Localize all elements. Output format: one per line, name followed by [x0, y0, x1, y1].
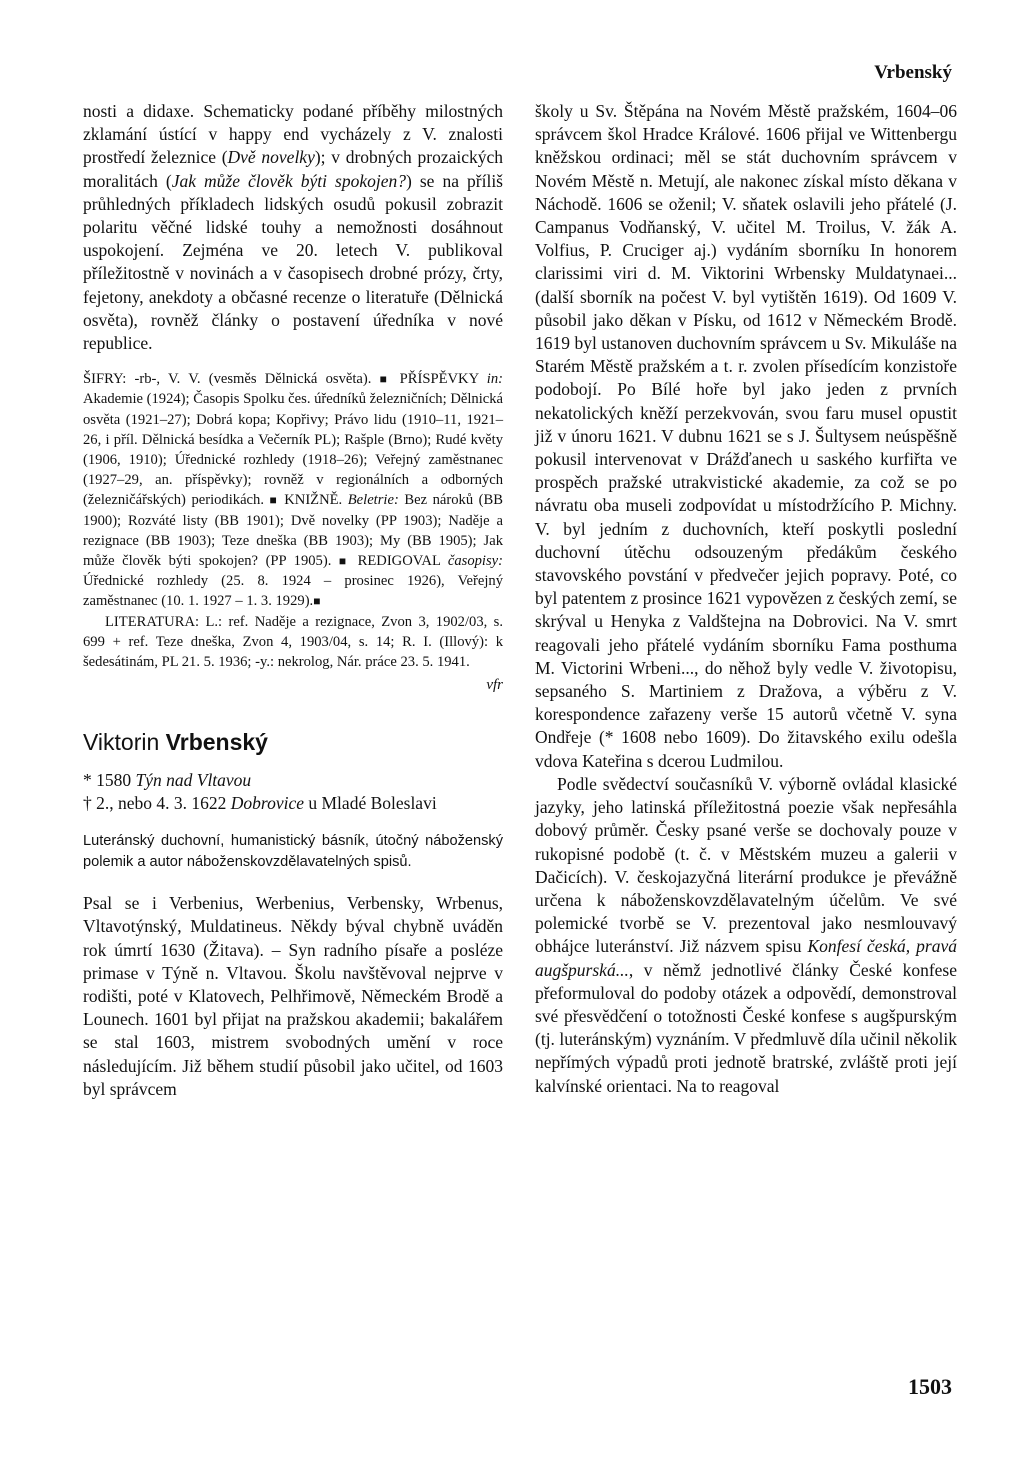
left-column [83, 100, 503, 1101]
bibliography: ŠIFRY: -rb-, V. V. (vesměs Dělnická osvěta). ■ PŘÍSPĚVKY in: Akademie (1924); Časopis Spolku čes. úředníků železničních; Dělnická osvěta (1921–27); Dobrá kopa; Kopřivy; Právo lidu (1910–11, 1921–26, i příl. Dělnická besídka a Večerník PL); Rašple (Brno); Rudé květy (1906, 1910); Úřednické rozhledy (1918–26); Veřejný zaměstnanec (1927–29, an. příspěvky); rovněž v regionálních a odborných (železničářských) periodikách. ■ KNIŽNĚ. Beletrie: Bez nároků (BB 1900); Rozváté listy (BB 1901); Dvě novelky (PP 1903); Naděje a rezignace (BB 1903); Teze dneška (BB 1903); My (BB 1905); Jak může člověk býti spokojen? (PP 1905). ■ REDIGOVAL časopisy: Úřednické rozhledy (25. 8. 1924 – prosinec 1926), Veřejný zaměstnanec (10. 1. 1927 – 1. 3. 1929).■ [83, 371, 504, 610]
right-column [535, 100, 957, 1098]
section-marker: ■ [379, 372, 392, 387]
entry-abstract: Luteránský duchovní, humanistický básník, útočný náboženský polemik a autor náboženskovzdělavatelných spisů. [83, 833, 503, 870]
section-marker: ■ [313, 594, 321, 609]
running-head: Vrbenský [874, 62, 952, 83]
entry-title: Viktorin Vrbenský [83, 729, 268, 756]
entry-main-text-continued: školy u Sv. Štěpána na Novém Městě pražském, 1604–06 správcem škol Hradce Králové. 1606 přijal ve Wittenbergu kněžskou ordinaci; měl se stát duchovním správcem v Novém Městě n. Metují, ale nakonec získal místo děkana v Náchodě. 1606 se oženil; V. sňatek oslavili jeho přátelé (J. Campanus Vodňanský, V. učitel M. Troilus, V. žák A. Volfius, P. Cruciger aj.) vydáním sborníku In honorem clarissimi viri d. M. Viktorini Wrbensky Muldatynaei... (další sborník na počest V. byl vytištěn 1619). Od 1609 V. působil jako děkan v Písku, od 1612 v Německém Brodě. 1619 byl ustanoven duchovním správcem u Sv. Mikuláše na Starém Městě pražském a t. r. zvolen přísedícím konzistoře podobojí. Po Bílé hoře byl jako jeden z prvních nekatolických kněží perzekvován, svou faru musel opustit již v únoru 1621. V dubnu 1621 se s J. Šultysem neúspěšně pokusil intervenovat v Drážďanech u saského kurfiřta ve prospěch pražské utrakvistické akademie, za což se po návratu oba museli zodpovídat u místodržícího P. Michny. V. byl jedním z duchovních, kteří poskytli poslední duchovní útěchu odsouzeným předákům českého stavovského povstání v předvečer jejich popravy. Poté, co byl patentem z prosince 1621 vypovězen z českých zemí, se skrýval u Henyka z Valdštejna na Dobrovici. Na V. smrt reagovali jeho přátelé vydáním sborníku Fama posthuma M. Victorini Wrbeni..., do něhož byly vedle V. životopisu, sepsaného S. Martiniem z Dražova, a výběru z V. korespondence zařazeny verše 15 autorů včetně V. syna Ondřeje (* 1608 nebo 1609). Do žitavského exilu odešla vdova Kateřina s dcerou Ludmilou. [535, 101, 957, 771]
page-number: 1503 [908, 1374, 952, 1399]
section-marker: ■ [269, 493, 279, 508]
previous-entry-text: nosti a didaxe. Schematicky podané příběhy milostných zklamání ústící v happy end vycházely z V. znalosti prostředí železnice (Dvě novelky); v drobných prozaických moralitách (Jak může člověk býti spokojen?) se na příliš průhledných příkladech lidských osudů pokusil zobrazit polaritu věčné lidské touhy a nemožnosti dosáhnout uspokojení. Zejména ve 20. letech V. publikoval příležitostně v novinách a v časopisech drobné prózy, črty, fejetony, anekdoty a občasné recenze o literatuře (Dělnická osvěta), rovněž články o postavení úředníka v nové republice. [83, 101, 503, 354]
birth-line: * 1580 Týn nad Vltavou [83, 769, 252, 790]
entry-paragraph-2: Podle svědectví současníků V. výborně ovládal klasické jazyky, jeho latinská příležitostná poezie však nepřesáhla dobový průměr. Česky psané verše se dochovaly pouze v rukopisné podobě (t. č. v Městském muzeu a galerii v Dačicích). V. českojazyčná literární produkce je převážně určena k náboženskovzdělavatelným účelům. Ve své polemické tvorbě se V. prezentoval jako nesmlouvavý obhájce luteránství. Již názvem spisu Konfesí česká, pravá augšpurská..., v němž jednotlivé články České konfese přeformuloval do podoby otázek a odpovědí, demonstroval své přesvědčení o totožnosti České konfese s augšpurským (tj. luteránským) vyznáním. V předmluvě díla učinil několik nepřímých výpadů proti jednotě bratrské, zvláště proti její kalvínské orientaci. Na to reagoval [535, 773, 957, 1096]
literature: LITERATURA: L.: ref. Naděje a rezignace, Zvon 3, 1902/03, s. 699 + ref. Teze dneška, Zvon 4, 1903/04, s. 14; R. I. (Illový): k šedesátinám, PL 21. 5. 1936; -y.: nekrolog, Nár. práce 23. 5. 1941. [83, 613, 503, 671]
life-dates [83, 769, 503, 815]
death-line: † 2., nebo 4. 3. 1622 Dobrovice u Mladé Boleslavi [83, 792, 437, 813]
entry-main-text: Psal se i Verbenius, Werbenius, Verbensky, Wrbenus, Vltavotýnský, Muldatineus. Někdy býval chybně uváděn rok úmrtí 1630 (Žitava). – Syn radního písaře a posléze primase v Týně n. Vltavou. Školu navštěvoval nejprve v rodišti, poté v Klatovech, Pelhřimově, Německém Brodě a Lounech. 1601 byl přijat na pražskou akademii; bakalářem se stal 1603, mistrem svobodných umění v roce následujícím. Již během studií působil jako učitel, od 1603 byl správcem [83, 893, 503, 1099]
author-signature: vfr [486, 677, 503, 694]
section-marker: ■ [338, 554, 351, 569]
